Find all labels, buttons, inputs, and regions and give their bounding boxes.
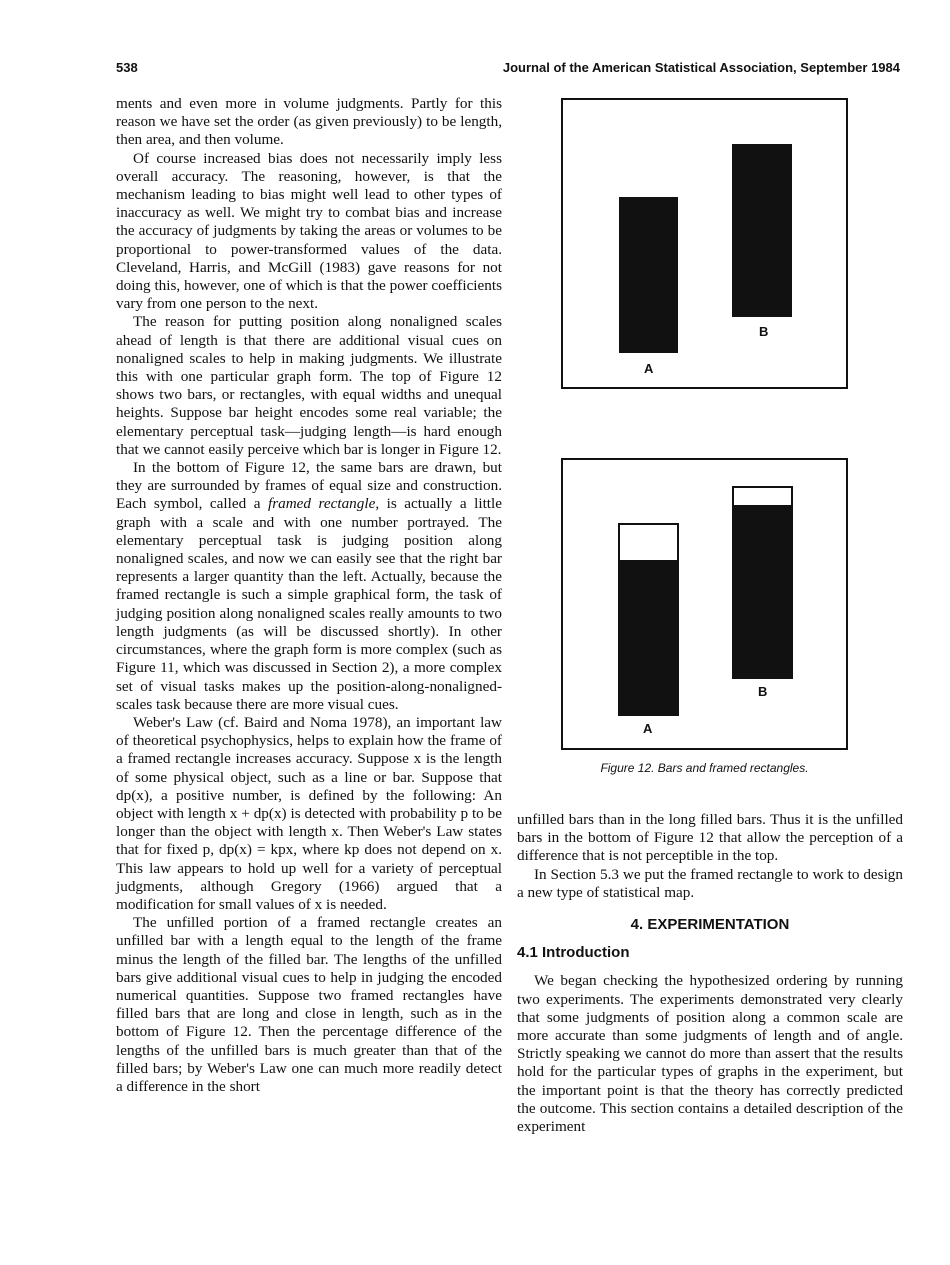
- framed-rectangle-a: [618, 523, 679, 716]
- running-header: Journal of the American Statistical Association, September 1984: [502, 60, 900, 75]
- paragraph: The reason for putting position along nonaligned scales ahead of length is that there are additional visual cues on nonaligned scales to help in making judgments. We illustrate this with one particular graph form. The top of Figure 12 shows two bars, or rectangles, with equal widths and unequal heights. Suppose bar height encodes some real variable; the elementary perceptual task—judging length—is hard enough that we cannot easily perceive which bar is longer in Figure 12.: [116, 313, 502, 458]
- label-a: A: [644, 361, 654, 376]
- text-run: In the bottom of Figure 12, the same bars are drawn, but they are surrounded by frames of equal size and construction. Each symbol, called a: [116, 459, 502, 513]
- page-number: 538: [116, 60, 138, 75]
- subsection-heading: 4.1 Introduction: [517, 944, 630, 962]
- paragraph: The unfilled portion of a framed rectangle creates an unfilled bar with a length equal to the length of the frame minus the length of the filled bar. The lengths of the unfilled bars give additional visual cues to help in judging the encoded numerical quantities. Suppose two framed rectangles have filled bars that are long and close in length, such as in the bottom of Figure 12. Then the percentage difference of the lengths of the unfilled bars is much greater than that of the filled bars; by Weber's Law one can much more readily detect a difference in the short: [116, 914, 502, 1095]
- figure-top-panel: [561, 98, 848, 389]
- framed-rectangle-b: [732, 486, 793, 679]
- paragraph: ments and even more in volume judgments. Partly for this reason we have set the order (as given previously) to be length, then area, and then volume.: [116, 95, 502, 149]
- paragraph: Weber's Law (cf. Baird and Noma 1978), an important law of theoretical psychophysics, helps to explain how the frame of a framed rectangle increases accuracy. Suppose x is the length of some physical object, such as a line or bar. Suppose that dp(x), a positive number, is defined by the following: An object with length x + dp(x) is detected with probability p to be longer than the object with length x. Then Weber's Law states that for fixed p, dp(x) = kpx, where kp does not depend on x. This law appears to hold up well for a variety of perceptual judgments, although Gregory (1966) argued that a modification for small values of x is needed.: [116, 713, 502, 913]
- label-b: B: [759, 324, 769, 339]
- paragraph: Of course increased bias does not necessarily imply less overall accuracy. The reasoning, however, is that the mechanism leading to bias might well lead to other types of inaccuracy as well. We might try to combat bias and increase the accuracy of judgments by taking the areas or volumes to be proportional to power-transformed values of the data. Cleveland, Harris, and McGill (1983) gave reasons for not doing this, however, one of which is that the power coefficients vary from one person to the next.: [116, 149, 502, 313]
- emphasis-term: framed rectangle: [267, 495, 376, 513]
- bar-b: [732, 144, 792, 317]
- right-column: [517, 811, 903, 1136]
- filled-bar-a: [618, 560, 679, 716]
- figure-bottom-panel: [561, 458, 848, 750]
- bar-a: [619, 197, 678, 353]
- paragraph: In Section 5.3 we put the framed rectangle to work to design a new type of statistical map.: [517, 865, 903, 901]
- section-heading: 4. EXPERIMENTATION: [630, 916, 790, 934]
- paragraph: [116, 459, 502, 714]
- label-b: B: [758, 684, 768, 699]
- filled-bar-b: [732, 505, 793, 679]
- paragraph: We began checking the hypothesized ordering by running two experiments. The experiments demonstrated very clearly that some judgments of position along a common scale are more accurate than some judgments of length and of angle. Strictly speaking we cannot do more than assert that the results hold for the particular types of graphs in the experiment, but the important point is that the theory has correctly predicted the outcome. This section contains a detailed description of the experiment: [517, 972, 903, 1136]
- left-column: [116, 95, 502, 1096]
- figure-caption: Figure 12. Bars and framed rectangles.: [600, 761, 809, 775]
- label-a: A: [643, 721, 653, 736]
- text-run: , is actually a little graph with a scale and with one number portrayed. The elementary perceptual task is judging position along nonaligned scales, and now we can easily see that the right bar represents a larger quantity than the left. Actually, because the framed rectangle is such a simple graphical form, the task of judging position along nonaligned scales really amounts to two length judgments (as will be discussed shortly). In other circumstances, where the graph form is more complex (such as Figure 11, which was discussed in Section 2), a more complex set of visual tasks makes up the position-along-nonaligned-scales task because there are more visual cues.: [116, 495, 502, 713]
- paragraph: unfilled bars than in the long filled bars. Thus it is the unfilled bars in the bottom of Figure 12 that allow the perception of a difference that is not perceptible in the top.: [517, 811, 903, 865]
